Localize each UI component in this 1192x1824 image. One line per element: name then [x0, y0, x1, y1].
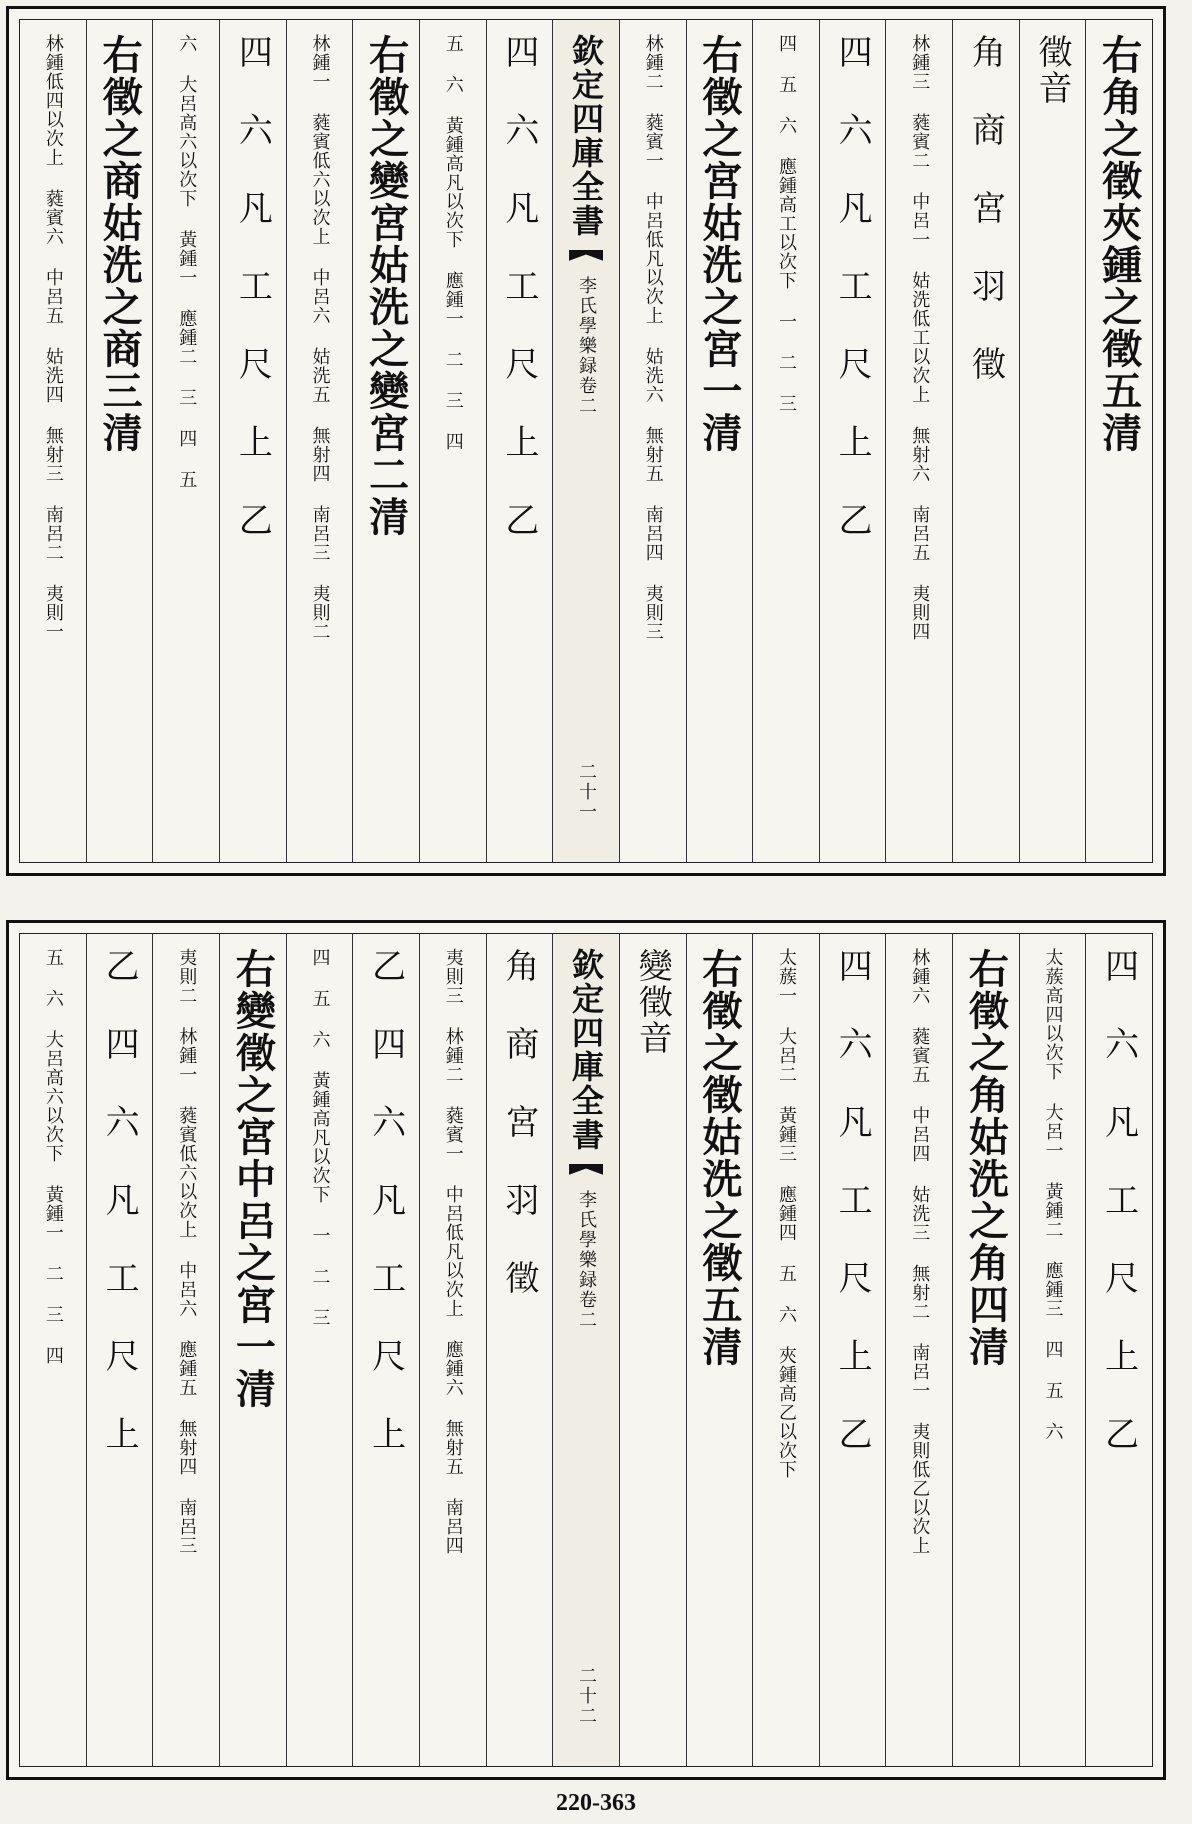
text-column [952, 20, 1019, 862]
volume-label: 卷二 [576, 376, 598, 416]
book-title: 欽定四庫全書 [567, 948, 606, 1152]
text-column [1019, 934, 1086, 1766]
pitch-annotation: 林鍾一 蕤賓低六以次上 中呂六 姑洗五 無射四 南呂三 夷則二 [309, 34, 331, 641]
text-column [885, 20, 952, 862]
text-column [352, 934, 419, 1766]
fishtail-mark-icon [569, 1164, 603, 1182]
text-column [619, 20, 686, 862]
top-page [6, 6, 1166, 876]
pitch-annotation: 五 六 大呂高六以次下 黃鍾一 二 三 四 [42, 948, 64, 1365]
text-column [352, 20, 419, 862]
text-column [752, 20, 819, 862]
text-column [819, 934, 886, 1766]
book-title: 欽定四庫全書 [567, 34, 606, 238]
pitch-annotation: 五 六 黃鍾高凡以次下 應鍾一 二 三 四 [442, 34, 464, 451]
pitch-annotation: 林鍾二 蕤賓一 中呂低凡以次上 姑洗六 無射五 南呂四 夷則三 [642, 34, 664, 641]
pitch-annotation: 林鍾六 蕤賓五 中呂四 姑洗三 無射二 南呂一 夷則低乙以次上 [909, 948, 931, 1555]
mode-heading: 右徵之商姑洗之商三清 [96, 34, 144, 454]
fishtail-mark-icon [569, 250, 603, 268]
pitch-annotation: 夷則二 林鍾一 蕤賓低六以次上 中呂六 應鍾五 無射四 南呂三 [176, 948, 198, 1555]
notation-line: 乙 四 六 凡 工 尺 上 [365, 948, 406, 1452]
pitch-annotation: 四 五 六 黃鍾高凡以次下 一 二 三 [309, 948, 331, 1327]
mode-heading: 右角之徵夾鍾之徵五清 [1095, 34, 1143, 454]
text-column [286, 20, 353, 862]
volume-label: 卷二 [576, 1290, 598, 1330]
text-column [219, 934, 286, 1766]
text-column [20, 20, 86, 862]
center-gutter [552, 20, 619, 862]
text-column [686, 934, 753, 1766]
folio-number: 二十一 [576, 762, 598, 822]
text-column [686, 20, 753, 862]
section-title: 李氏學樂録 [576, 276, 598, 376]
notation-line: 變徵音 [632, 948, 673, 1056]
pitch-annotation: 夷則三 林鍾二 蕤賓一 中呂低凡以次上 應鍾六 無射五 南呂四 [442, 948, 464, 1555]
notation-line: 角 商 宮 羽 徵 [965, 34, 1006, 382]
bottom-page-columns [19, 933, 1153, 1767]
text-column [486, 20, 553, 862]
text-column [86, 934, 153, 1766]
section-title: 李氏學樂録 [576, 1190, 598, 1290]
mode-heading: 右徵之角姑洗之角四清 [962, 948, 1010, 1368]
text-column [419, 20, 486, 862]
text-column [152, 934, 219, 1766]
text-column [20, 934, 86, 1766]
pitch-annotation: 太蔟一 大呂二 黃鍾三 應鍾四 五 六 夾鍾高乙以次下 [775, 948, 797, 1479]
text-column [219, 20, 286, 862]
pitch-annotation: 林鍾低四以次上 蕤賓六 中呂五 姑洗四 無射三 南呂二 夷則一 [42, 34, 64, 641]
text-column [419, 934, 486, 1766]
text-column [885, 934, 952, 1766]
page-footer-number: 220-363 [556, 1790, 636, 1816]
pitch-annotation: 六 大呂高六以次下 黃鍾一 應鍾二 三 四 五 [176, 34, 198, 489]
text-column [152, 20, 219, 862]
text-column [819, 20, 886, 862]
text-column [286, 934, 353, 1766]
bottom-page [6, 920, 1166, 1780]
notation-line: 四 六 凡 工 尺 上 乙 [232, 34, 273, 538]
notation-line: 四 六 凡 工 尺 上 乙 [832, 948, 873, 1452]
notation-line: 角 商 宮 羽 徵 [498, 948, 539, 1296]
text-column [952, 934, 1019, 1766]
notation-line: 徵音 [1032, 34, 1073, 106]
text-column [486, 934, 553, 1766]
pitch-annotation: 林鍾三 蕤賓二 中呂一 姑洗低工以次上 無射六 南呂五 夷則四 [909, 34, 931, 641]
text-column [619, 934, 686, 1766]
mode-heading: 右徵之宮姑洗之宮一清 [695, 34, 743, 454]
pitch-annotation: 四 五 六 應鍾高工以次下 一 二 三 [775, 34, 797, 413]
text-column [752, 934, 819, 1766]
pitch-annotation: 太蔟高四以次下 大呂一 黃鍾二 應鍾三 四 五 六 [1042, 948, 1064, 1441]
text-column [86, 20, 153, 862]
text-column [1085, 934, 1152, 1766]
notation-line: 四 六 凡 工 尺 上 乙 [498, 34, 539, 538]
notation-line: 四 六 凡 工 尺 上 乙 [1098, 948, 1139, 1452]
mode-heading: 右徵之徵姑洗之徵五清 [695, 948, 743, 1368]
text-column [1019, 20, 1086, 862]
folio-number: 二十二 [576, 1666, 598, 1726]
notation-line: 乙 四 六 凡 工 尺 上 [99, 948, 140, 1452]
center-gutter [552, 934, 619, 1766]
mode-heading: 右變徵之宮中呂之宮一清 [229, 948, 277, 1410]
text-column [1085, 20, 1152, 862]
mode-heading: 右徵之變宮姑洗之變宮二清 [362, 34, 410, 538]
notation-line: 四 六 凡 工 尺 上 乙 [832, 34, 873, 538]
top-page-columns [19, 19, 1153, 863]
